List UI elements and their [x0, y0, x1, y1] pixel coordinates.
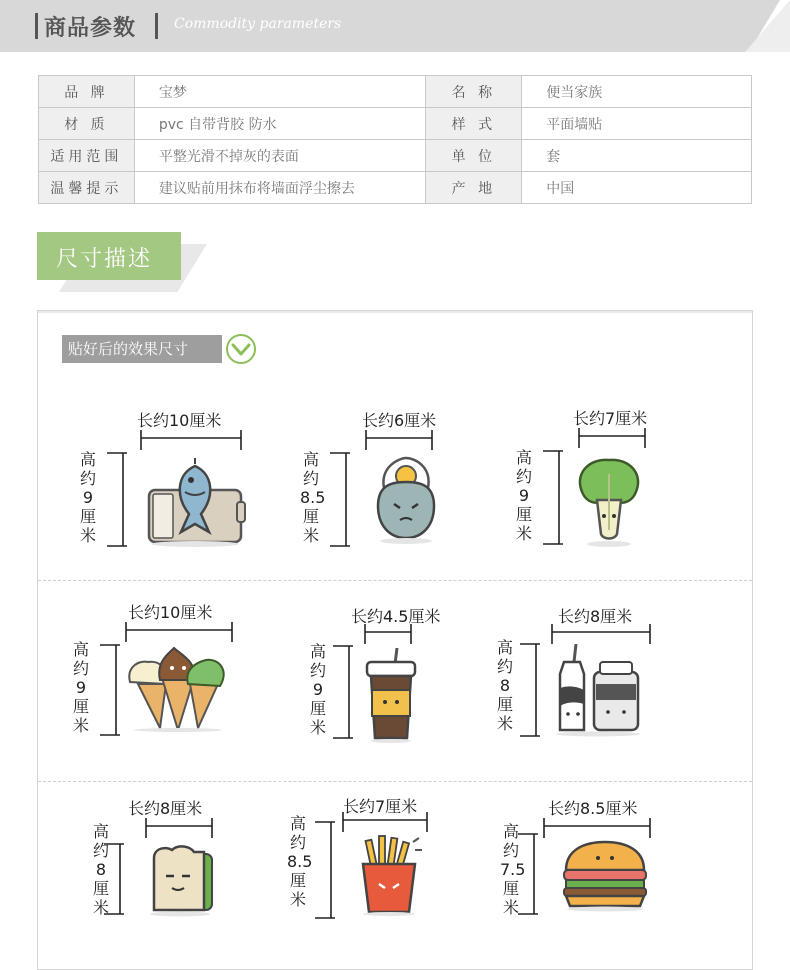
param-label: 适用范围 [39, 140, 135, 172]
height-label-char: 高 [515, 448, 532, 467]
height-label-char: 米 [92, 898, 109, 917]
param-value: 便当家族 [522, 76, 752, 108]
effect-size-label: 贴好后的效果尺寸 [62, 335, 222, 363]
height-label-char: 高 [79, 450, 96, 469]
height-label-char: 高 [309, 642, 326, 661]
height-label-char: 8.5 [300, 488, 326, 507]
height-label-char: 约 [496, 657, 513, 676]
size-section-title: 尺寸描述 [56, 247, 153, 272]
height-label-char: 厘 [79, 507, 96, 526]
height-label-char: 米 [302, 526, 319, 545]
height-label-char: 高 [302, 450, 319, 469]
height-label-char: 高 [502, 822, 519, 841]
page-title: 商品参数 [44, 16, 137, 41]
height-label-char: 约 [92, 841, 109, 860]
height-label-char: 约 [79, 469, 96, 488]
egg-icon [370, 454, 442, 548]
height-label-char: 高 [496, 638, 513, 657]
fish-lunchbox-icon [143, 456, 247, 552]
height-label-char: 约 [309, 661, 326, 680]
height-label-char: 高 [72, 640, 89, 659]
height-label-char: 米 [72, 716, 89, 735]
param-value: pvc 自带背胶 防水 [134, 108, 426, 140]
height-label-char: 厘 [515, 505, 532, 524]
height-label-char: 厘 [72, 697, 89, 716]
height-label-char: 7.5 [500, 860, 526, 879]
height-label-char: 米 [79, 526, 96, 545]
param-label: 产 地 [426, 172, 522, 204]
milk-bottles-icon [550, 644, 642, 744]
width-label: 长约10厘米 [137, 411, 222, 430]
height-label-char: 米 [515, 524, 532, 543]
param-label: 名 称 [426, 76, 522, 108]
height-label-char: 米 [309, 718, 326, 737]
french-fries-icon [359, 834, 423, 920]
param-label: 材 质 [39, 108, 135, 140]
width-label: 长约4.5厘米 [351, 607, 441, 626]
width-label: 长约8厘米 [128, 799, 203, 818]
width-label: 长约7厘米 [573, 409, 648, 428]
height-label-char: 厘 [92, 879, 109, 898]
coffee-cup-icon [365, 648, 417, 748]
param-label: 单 位 [426, 140, 522, 172]
banner-bar-right [155, 13, 158, 39]
height-label-char: 厘 [289, 871, 306, 890]
width-label: 长约8.5厘米 [548, 799, 638, 818]
ice-cream-cones-icon [126, 642, 230, 736]
param-label: 温馨提示 [39, 172, 135, 204]
height-label-char: 9 [75, 678, 87, 697]
row-divider-1 [38, 580, 752, 581]
height-label-char: 厘 [302, 507, 319, 526]
height-label-char: 9 [312, 680, 324, 699]
parameter-table [38, 75, 752, 204]
width-label: 长约7厘米 [343, 797, 418, 816]
width-label: 长约10厘米 [128, 603, 213, 622]
param-value: 套 [522, 140, 752, 172]
height-label-char: 厘 [502, 879, 519, 898]
param-label: 样 式 [426, 108, 522, 140]
header-banner [0, 0, 790, 52]
height-label-char: 米 [496, 714, 513, 733]
cabbage-icon [573, 454, 645, 552]
height-label-char: 高 [92, 822, 109, 841]
height-label-char: 约 [502, 841, 519, 860]
height-label-char: 厘 [496, 695, 513, 714]
height-label-char: 8 [95, 860, 107, 879]
height-label-char: 米 [289, 890, 306, 909]
height-label-char: 约 [72, 659, 89, 678]
size-section-tag [37, 232, 217, 292]
height-label-char: 约 [289, 833, 306, 852]
height-label-char: 米 [502, 898, 519, 917]
param-row [39, 172, 752, 204]
page-subtitle: Commodity parameters [174, 16, 342, 32]
height-label-char: 厘 [309, 699, 326, 718]
height-label-char: 约 [302, 469, 319, 488]
param-value: 建议贴前用抹布将墙面浮尘擦去 [134, 172, 426, 204]
hamburger-icon [562, 840, 648, 916]
height-label-char: 8 [499, 676, 511, 695]
row-divider-2 [38, 781, 752, 782]
height-label-char: 9 [82, 488, 94, 507]
param-row [39, 108, 752, 140]
toast-sandwich-icon [148, 842, 218, 922]
width-label: 长约8厘米 [558, 607, 633, 626]
height-label-char: 约 [515, 467, 532, 486]
chevron-down-icon [225, 333, 257, 365]
param-value: 平面墙贴 [522, 108, 752, 140]
content-top-line [38, 311, 752, 313]
banner-bar-left [35, 13, 38, 39]
height-label-char: 8.5 [287, 852, 313, 871]
width-label: 长约6厘米 [362, 411, 437, 430]
param-label: 品 牌 [39, 76, 135, 108]
height-label-char: 高 [289, 814, 306, 833]
param-value: 平整光滑不掉灰的表面 [134, 140, 426, 172]
height-label-char: 9 [518, 486, 530, 505]
param-row [39, 140, 752, 172]
param-value: 中国 [522, 172, 752, 204]
param-row [39, 76, 752, 108]
param-value: 宝梦 [134, 76, 426, 108]
